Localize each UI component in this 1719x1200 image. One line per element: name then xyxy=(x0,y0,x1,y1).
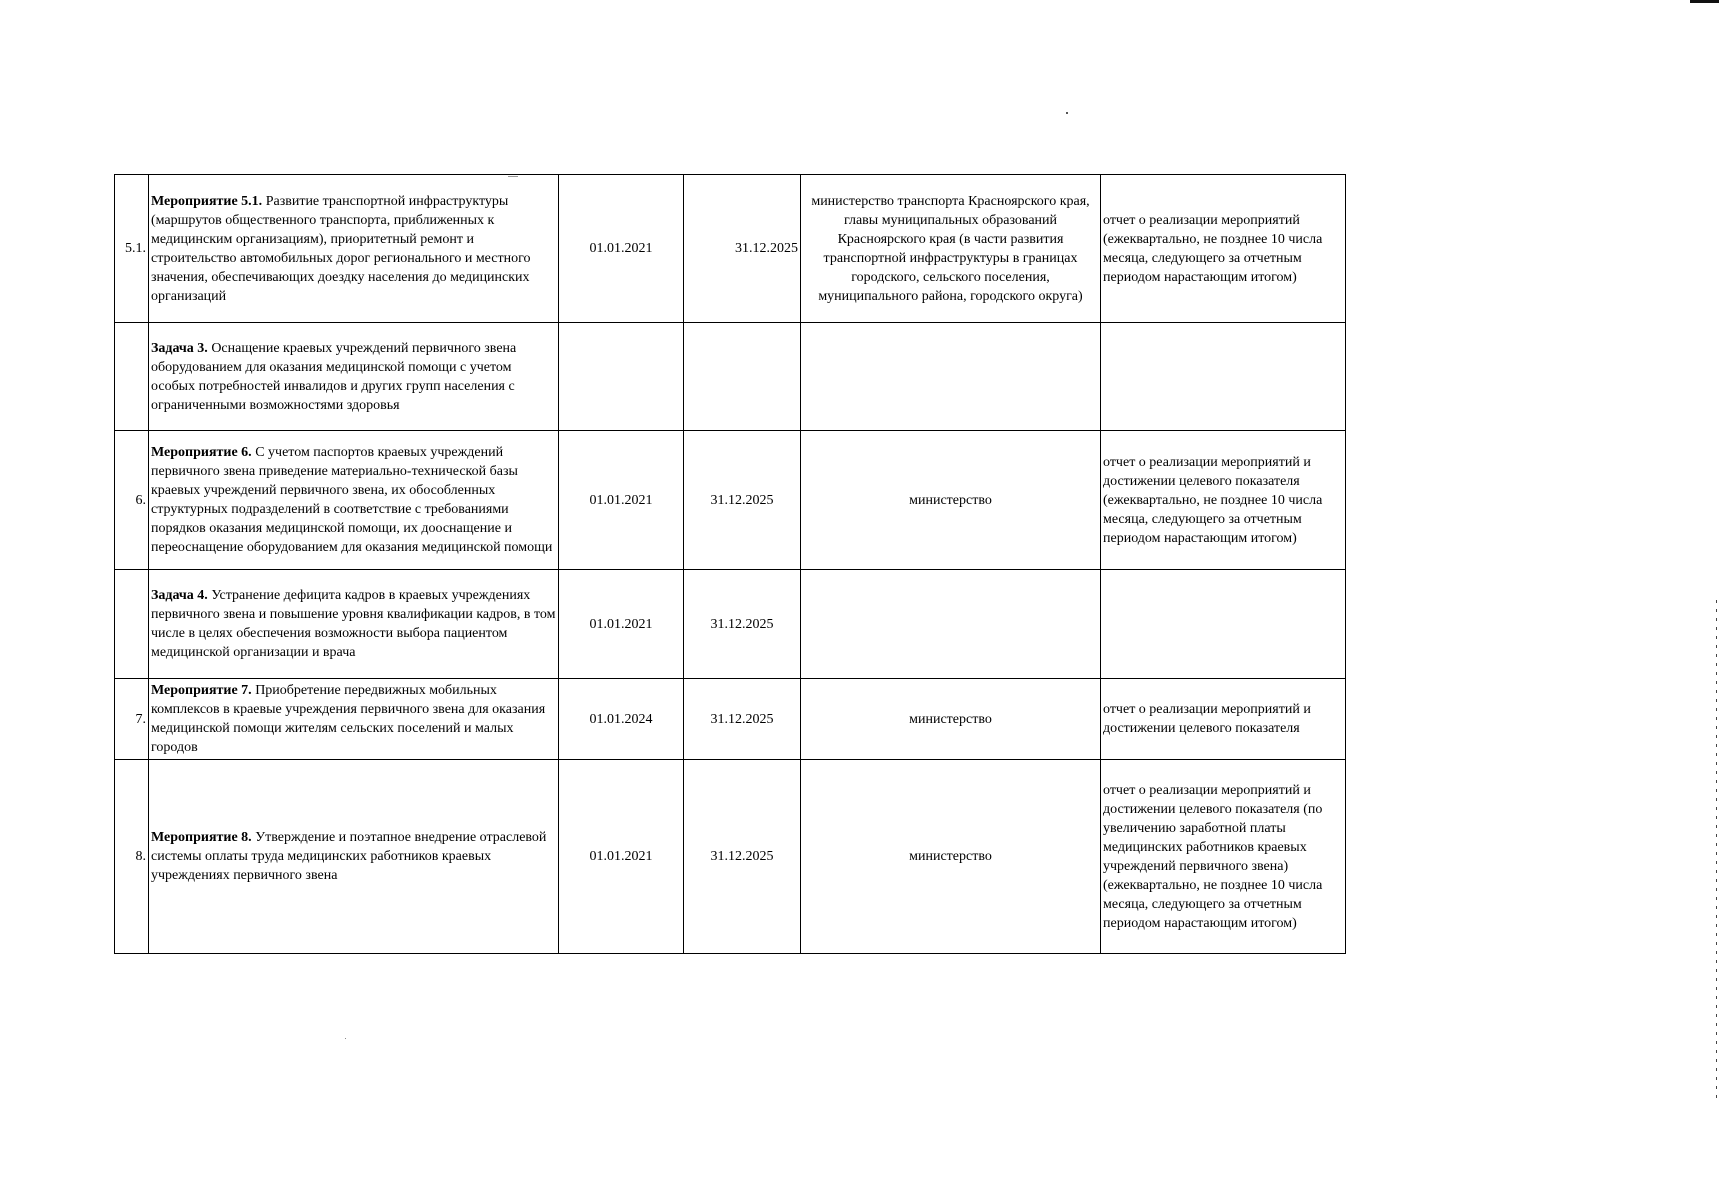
measure-description xyxy=(149,679,559,760)
end-date: 31.12.2025 xyxy=(684,570,801,679)
report-form xyxy=(1101,570,1346,679)
measure-description xyxy=(149,760,559,954)
table-row xyxy=(115,570,1346,679)
table-row xyxy=(115,175,1346,323)
scan-artifact-edge xyxy=(1716,600,1717,1100)
task-text: Оснащение краевых учреждений первичного звена оборудованием для оказания медицинской помощи с учетом особых потребностей инвалидов и других групп населения с ограниченными возможностями здоровья xyxy=(151,340,517,413)
task-description xyxy=(149,323,559,431)
measure-text: Утверждение и поэтапное внедрение отраслевой системы оплаты труда медицинских работников краевых учреждениях первичного звена xyxy=(151,830,547,883)
task-text: Устранение дефицита кадров в краевых учреждениях первичного звена и повышение уровня квалификации кадров, в том числе в целях обеспечения возможности выбора пациентом медицинской организации и врача xyxy=(151,588,556,660)
start-date: 01.01.2021 xyxy=(559,175,684,323)
measure-title: Мероприятие 8. xyxy=(151,830,252,845)
measure-title: Мероприятие 6. xyxy=(151,445,252,460)
report-form: отчет о реализации мероприятий (ежеквартально, не позднее 10 числа месяца, следующего за отчетным периодом нарастающим итогом) xyxy=(1101,175,1346,323)
executor: министерство xyxy=(801,760,1101,954)
end-date: 31.12.2025 xyxy=(684,431,801,570)
table-row xyxy=(115,323,1346,431)
measure-title: Мероприятие 7. xyxy=(151,683,252,698)
start-date: 01.01.2021 xyxy=(559,431,684,570)
task-title: Задача 3. xyxy=(151,340,208,356)
end-date: 31.12.2025 xyxy=(684,760,801,954)
measure-description xyxy=(149,175,559,323)
scan-artifact-speck xyxy=(345,1038,346,1039)
task-title: Задача 4. xyxy=(151,588,208,603)
measure-title: Мероприятие 5.1. xyxy=(151,193,263,209)
executor: министерство транспорта Красноярского края, главы муниципальных образований Красноярского края (в части развития транспортной инфраструктуры в границах городского, сельского поселения, муниципального района, городского округа) xyxy=(801,175,1101,323)
measure-description xyxy=(149,431,559,570)
row-number xyxy=(115,323,149,431)
end-date xyxy=(684,323,801,431)
report-form xyxy=(1101,323,1346,431)
executor xyxy=(801,570,1101,679)
row-number: 8. xyxy=(115,760,149,954)
start-date: 01.01.2024 xyxy=(559,679,684,760)
start-date xyxy=(559,323,684,431)
report-form: отчет о реализации мероприятий и достижении целевого показателя xyxy=(1101,679,1346,760)
executor: министерство xyxy=(801,679,1101,760)
measure-text: Развитие транспортной инфраструктуры (маршрутов общественного транспорта, приближенных к медицинским организациям), приоритетный ремонт и строительство автомобильных дорог регионального и местного значения, обеспечивающих доездку населения до медицинских организаций xyxy=(151,193,531,304)
table-row xyxy=(115,760,1346,954)
row-number: 5.1. xyxy=(115,175,149,323)
start-date: 01.01.2021 xyxy=(559,760,684,954)
row-number xyxy=(115,570,149,679)
measure-text: С учетом паспортов краевых учреждений первичного звена приведение материально-технической базы краевых учреждений первичного звена, их обособленных структурных подразделений в соответствие с требованиями порядков оказания медицинской помощи, их дооснащение и переоснащение оборудованием для оказания медицинской помощи xyxy=(151,445,553,555)
report-form: отчет о реализации мероприятий и достижении целевого показателя (по увеличению заработной платы медицинских работников краевых учреждений первичного звена) (ежеквартально, не позднее 10 числа месяца, следующего за отчетным периодом нарастающим итогом) xyxy=(1101,760,1346,954)
measures-table xyxy=(114,174,1346,954)
scan-artifact-dot xyxy=(1066,112,1068,114)
executor: министерство xyxy=(801,431,1101,570)
scan-artifact-mark xyxy=(1690,0,1719,3)
task-description xyxy=(149,570,559,679)
table-row xyxy=(115,679,1346,760)
executor xyxy=(801,323,1101,431)
end-date: 31.12.2025 xyxy=(684,175,801,323)
row-number: 6. xyxy=(115,431,149,570)
report-form: отчет о реализации мероприятий и достижении целевого показателя (ежеквартально, не позднее 10 числа месяца, следующего за отчетным периодом нарастающим итогом) xyxy=(1101,431,1346,570)
start-date: 01.01.2021 xyxy=(559,570,684,679)
measure-text: Приобретение передвижных мобильных комплексов в краевые учреждения первичного звена для оказания медицинской помощи жителям сельских поселений и малых городов xyxy=(151,683,546,755)
end-date: 31.12.2025 xyxy=(684,679,801,760)
table-row xyxy=(115,431,1346,570)
row-number: 7. xyxy=(115,679,149,760)
